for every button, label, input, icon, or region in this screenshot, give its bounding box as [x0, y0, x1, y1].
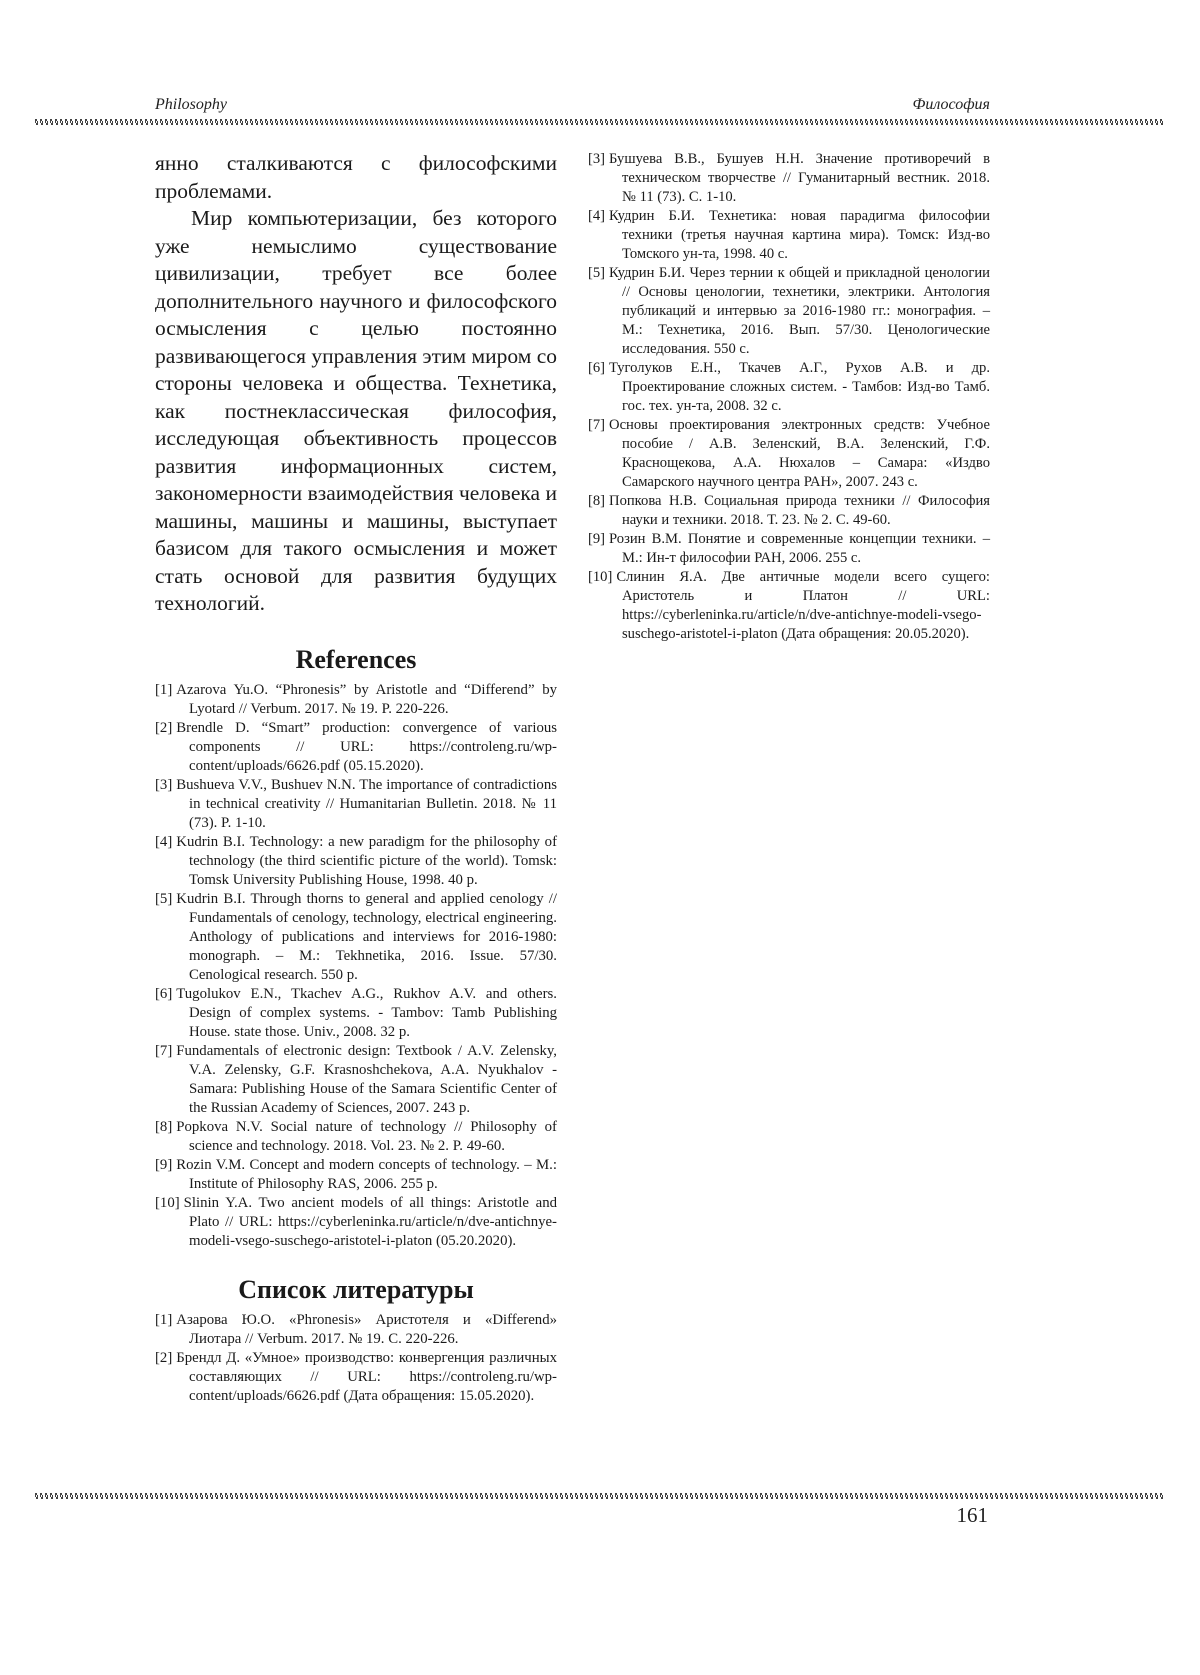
reference-text: Popkova N.V. Social nature of technology // Philosophy of science and technology. 2018. Vol. 23. № 2. P. 49-60. — [176, 1119, 557, 1154]
reference-number: [9] — [588, 530, 605, 549]
top-ornamental-rule — [35, 118, 1165, 126]
reference-item-4 — [155, 833, 557, 890]
reference-number: [4] — [588, 207, 605, 226]
reference-text: Азарова Ю.О. «Phronesis» Аристотеля и «Differend» Лиотара // Verbum. 2017. № 19. С. 220-226. — [176, 1312, 557, 1347]
reference-number: [9] — [155, 1156, 172, 1175]
body-paragraph-1: янно сталкиваются с философскими проблемами. — [155, 150, 557, 205]
spisok-item-3 — [588, 150, 990, 207]
spisok-item-8 — [588, 492, 990, 530]
spisok-item-1 — [155, 1311, 557, 1349]
reference-item-7 — [155, 1042, 557, 1118]
reference-number: [10] — [588, 568, 612, 587]
spisok-item-10 — [588, 568, 990, 644]
spisok-item-6 — [588, 359, 990, 416]
reference-number: [1] — [155, 681, 172, 700]
spisok-title: Список литературы — [155, 1275, 557, 1305]
reference-number: [6] — [155, 985, 172, 1004]
reference-text: Слинин Я.А. Две античные модели всего сущего: Аристотель и Платон // URL: https://cyberleninka.ru/article/n/dve-antichnye-modeli-vsego-suschego-aristotel-i-platon (Дата обращения: 20.05.2020). — [616, 569, 990, 642]
reference-text: Брендл Д. «Умное» производство: конвергенция различных составляющих // URL: https://controleng.ru/wp-content/uploads/6626.pdf (Дата обращения: 15.05.2020). — [176, 1350, 557, 1404]
spisok-item-4 — [588, 207, 990, 264]
reference-number: [8] — [588, 492, 605, 511]
reference-text: Туголуков Е.Н., Ткачев А.Г., Рухов А.В. и др. Проектирование сложных систем. - Тамбов: Изд-во Тамб. гос. тех. ун-та, 2008. 32 с. — [609, 360, 990, 414]
reference-number: [10] — [155, 1194, 180, 1213]
left-column — [155, 150, 557, 1406]
references-list — [155, 681, 557, 1251]
reference-number: [2] — [155, 1349, 172, 1368]
reference-number: [8] — [155, 1118, 172, 1137]
reference-text: Кудрин Б.И. Через тернии к общей и прикладной ценологии // Основы ценологии, технетики, электрики. Антология публикаций и интервью за 2016-1980 гг.: монография. – М.: Технетика, 2016. Вып. 57/30. Ценологические исследования. 550 с. — [609, 265, 990, 357]
reference-item-1 — [155, 681, 557, 719]
reference-number: [2] — [155, 719, 172, 738]
reference-item-5 — [155, 890, 557, 985]
reference-text: Rozin V.M. Concept and modern concepts of technology. – M.: Institute of Philosophy RAS, 2006. 255 p. — [176, 1157, 557, 1192]
spisok-item-5 — [588, 264, 990, 359]
reference-number: [4] — [155, 833, 172, 852]
spisok-item-2 — [155, 1349, 557, 1406]
reference-number: [1] — [155, 1311, 172, 1330]
reference-number: [5] — [155, 890, 172, 909]
right-column — [588, 150, 990, 644]
reference-text: Tugolukov E.N., Tkachev A.G., Rukhov A.V. and others. Design of complex systems. - Tambov: Tamb Publishing House. state those. Univ., 2008. 32 p. — [176, 986, 557, 1040]
reference-text: Розин В.М. Понятие и современные концепции техники. – М.: Ин-т философии РАН, 2006. 255 с. — [609, 531, 990, 566]
reference-number: [6] — [588, 359, 605, 378]
reference-item-6 — [155, 985, 557, 1042]
reference-text: Kudrin B.I. Technology: a new paradigm for the philosophy of technology (the third scientific picture of the world). Tomsk: Tomsk University Publishing House, 1998. 40 p. — [176, 834, 557, 888]
reference-number: [7] — [588, 416, 605, 435]
reference-text: Fundamentals of electronic design: Textbook / A.V. Zelensky, V.A. Zelensky, G.F. Krasnoshchekova, A.A. Nyukhalov - Samara: Publishing House of the Samara Scientific Center of the Russian Academy of Sciences, 2007. 243 p. — [176, 1043, 557, 1116]
references-title: References — [155, 645, 557, 675]
page-number: 161 — [957, 1503, 989, 1528]
reference-text: Azarova Yu.O. “Phronesis” by Aristotle and “Differend” by Lyotard // Verbum. 2017. № 19. P. 220-226. — [176, 682, 557, 717]
reference-text: Bushueva V.V., Bushuev N.N. The importance of contradictions in technical creativity // Humanitarian Bulletin. 2018. № 11 (73). P. 1-10. — [176, 777, 557, 831]
reference-item-8 — [155, 1118, 557, 1156]
reference-text: Kudrin B.I. Through thorns to general and applied cenology // Fundamentals of cenology, technology, electrical engineering. Anthology of publications and interviews for 2016-1980: monograph. – M.: Tekhnetika, 2016. Issue. 57/30. Cenological research. 550 p. — [176, 891, 557, 983]
reference-text: Основы проектирования электронных средств: Учебное пособие / А.В. Зеленский, В.А. Зеленский, Г.Ф. Краснощекова, А.А. Нюхалов – Самара: «Издво Самарского научного центра РАН», 2007. 243 с. — [609, 417, 990, 490]
spisok-item-7 — [588, 416, 990, 492]
reference-item-10 — [155, 1194, 557, 1251]
reference-item-9 — [155, 1156, 557, 1194]
reference-text: Кудрин Б.И. Технетика: новая парадигма философии техники (третья научная картина мира). Томск: Изд-во Томского ун-та, 1998. 40 с. — [609, 208, 990, 262]
reference-text: Бушуева В.В., Бушуев Н.Н. Значение противоречий в техническом творчестве // Гуманитарный вестник. 2018. № 11 (73). С. 1-10. — [609, 151, 990, 205]
running-header-left: Philosophy — [155, 96, 227, 114]
spisok-list-part-2 — [588, 150, 990, 644]
reference-item-2 — [155, 719, 557, 776]
body-paragraph-2: Мир компьютеризации, без которого уже немыслимо существование цивилизации, требует все более дополнительного научного и философского осмысления с целью постоянно развивающегося управления этим миром со стороны человека и общества. Технетика, как постнеклассическая философия, исследующая объективность процессов развития информационных систем, закономерности взаимодействия человека и машины, машины и машины, выступает базисом для такого осмысления и может стать основой для развития будущих технологий. — [155, 205, 557, 618]
reference-text: Slinin Y.A. Two ancient models of all things: Aristotle and Plato // URL: https://cyberleninka.ru/article/n/dve-antichnye-modeli-vsego-suschego-aristotel-i-platon (05.20.2020). — [184, 1195, 557, 1249]
reference-text: Brendle D. “Smart” production: convergence of various components // URL: https://controleng.ru/wp-content/uploads/6626.pdf (05.15.2020). — [176, 720, 557, 774]
reference-number: [3] — [155, 776, 172, 795]
spisok-list-part-1 — [155, 1311, 557, 1406]
reference-item-3 — [155, 776, 557, 833]
reference-number: [7] — [155, 1042, 172, 1061]
reference-number: [5] — [588, 264, 605, 283]
reference-text: Попкова Н.В. Социальная природа техники // Философия науки и техники. 2018. Т. 23. № 2. С. 49-60. — [609, 493, 990, 528]
bottom-ornamental-rule — [35, 1492, 1165, 1500]
reference-number: [3] — [588, 150, 605, 169]
spisok-item-9 — [588, 530, 990, 568]
running-header-right: Философия — [912, 96, 990, 114]
